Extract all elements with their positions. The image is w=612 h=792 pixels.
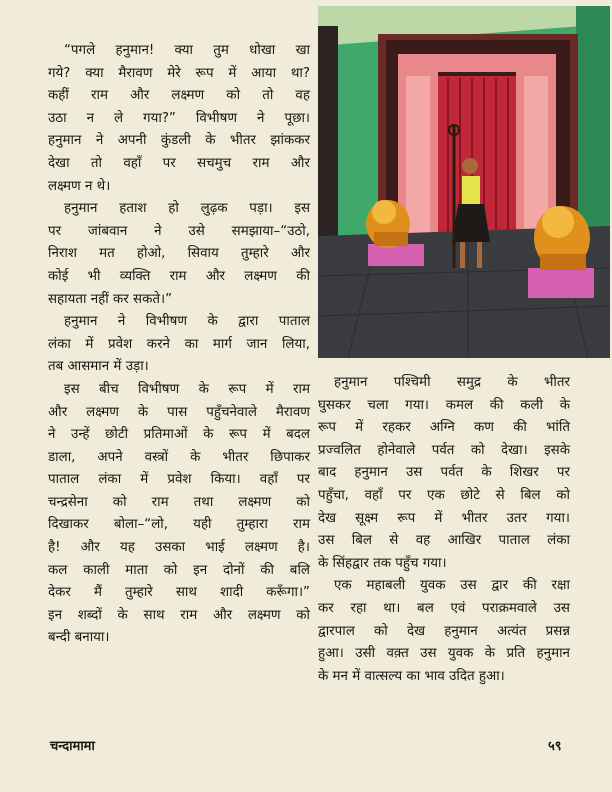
text-line: के मन में वात्सल्य का भाव उदित हुआ। <box>318 668 505 684</box>
text-line: एक महाबली युवक उस द्वार की रक्षा <box>334 578 570 594</box>
text-line: प्रज्वलित होनेवाले पर्वत को देखा। इसके <box>318 442 570 458</box>
text-line: कल काली माता को इन दोनों की बलि <box>48 562 310 578</box>
text-line: चन्द्रसेना को राम तथा लक्ष्मण को <box>48 494 310 510</box>
page-number: ५९ <box>548 739 562 754</box>
text-line: उठा न ले गया?” विभीषण ने पूछा। <box>48 110 310 126</box>
text-line: उस बिल से वह आखिर पाताल लंका <box>318 533 570 549</box>
left-text-column <box>48 40 310 650</box>
text-line: देकर मैं तुम्हारे साथ शादी करूँगा।” <box>48 585 310 601</box>
text-line: हनुमान पश्चिमी समुद्र के भीतर <box>334 375 570 390</box>
text-line: तब आसमान में उड़ा। <box>48 359 149 375</box>
text-line: लंका में प्रवेश करने का मार्ग जान लिया, <box>48 336 310 352</box>
text-line: निराश मत होओ, सिवाय तुम्हारे और <box>48 246 310 262</box>
text-line: कोई भी व्यक्ति राम और लक्ष्मण की <box>48 268 310 284</box>
paragraph <box>48 198 310 311</box>
palace-gate-illustration <box>318 6 610 358</box>
text-line: द्वारपाल को देख हनुमान अत्यंत प्रसन्न <box>318 623 570 639</box>
text-line: के सिंहद्वार तक पहुँच गया। <box>318 555 447 571</box>
text-line: पहुँचा, वहाँ पर एक छोटे से बिल को <box>318 487 570 503</box>
paragraph <box>48 311 310 379</box>
text-line: है! और यह उसका भाई लक्ष्मण है। <box>48 540 310 556</box>
text-line: इन शब्दों के साथ राम और लक्ष्मण को <box>48 607 310 623</box>
paragraph <box>318 575 570 688</box>
text-line: कर रहा था। बल एवं पराक्रमवाले उस <box>318 600 570 616</box>
text-line: ने उन्हें छोटी प्रतिमाओं के रूप में बदल <box>48 427 310 443</box>
text-line: हनुमान हताश हो लुढ़क पड़ा। इस <box>64 201 310 217</box>
paragraph <box>318 372 570 575</box>
text-line: गये? क्या मैरावण मेरे रूप में आया था? <box>48 65 310 81</box>
magazine-name: चन्दामामा <box>50 739 95 754</box>
paragraph <box>48 40 310 198</box>
text-line: घुसकर चला गया। कमल की कली के <box>318 397 570 413</box>
text-line: सहायता नहीं कर सकते।” <box>48 291 173 307</box>
paragraph <box>48 379 310 650</box>
right-text-column <box>318 372 570 688</box>
text-line: डाला, अपने वस्त्रों के भीतर छिपाकर <box>48 449 310 465</box>
text-line: बन्दी बनाया। <box>48 630 110 646</box>
text-line: हनुमान ने अपनी कुंडली के भीतर झांककर <box>48 133 310 149</box>
text-line: लक्ष्मण न थे। <box>48 178 111 194</box>
text-line: “पगले हनुमान! क्या तुम धोखा खा <box>64 43 310 58</box>
text-line: दिखाकर बोला–“लो, यही तुम्हारा राम <box>48 517 310 533</box>
text-line: पर जांबवान ने उसे समझाया–“उठो, <box>48 223 310 239</box>
text-line: देखा तो वहाँ पर सचमुच राम और <box>48 155 310 171</box>
text-line: बाद हनुमान उस पर्वत के शिखर पर <box>318 465 570 481</box>
text-line: कहीं राम और लक्ष्मण को तो वह <box>48 88 310 104</box>
text-line: रूप में रहकर अग्नि कण की भांति <box>318 420 570 436</box>
text-line: पाताल लंका में प्रवेश किया। वहाँ पर <box>48 472 310 488</box>
text-line: इस बीच विभीषण के रूप में राम <box>64 381 310 397</box>
text-line: देख सूक्ष्म रूप में भीतर उतर गया। <box>318 510 570 526</box>
text-line: और लक्ष्मण के पास पहुँचनेवाले मैरावण <box>48 404 310 420</box>
text-line: हनुमान ने विभीषण के द्वारा पाताल <box>64 314 310 330</box>
text-line: हुआ। उसी वक़्त उस युवक के प्रति हनुमान <box>318 646 570 662</box>
